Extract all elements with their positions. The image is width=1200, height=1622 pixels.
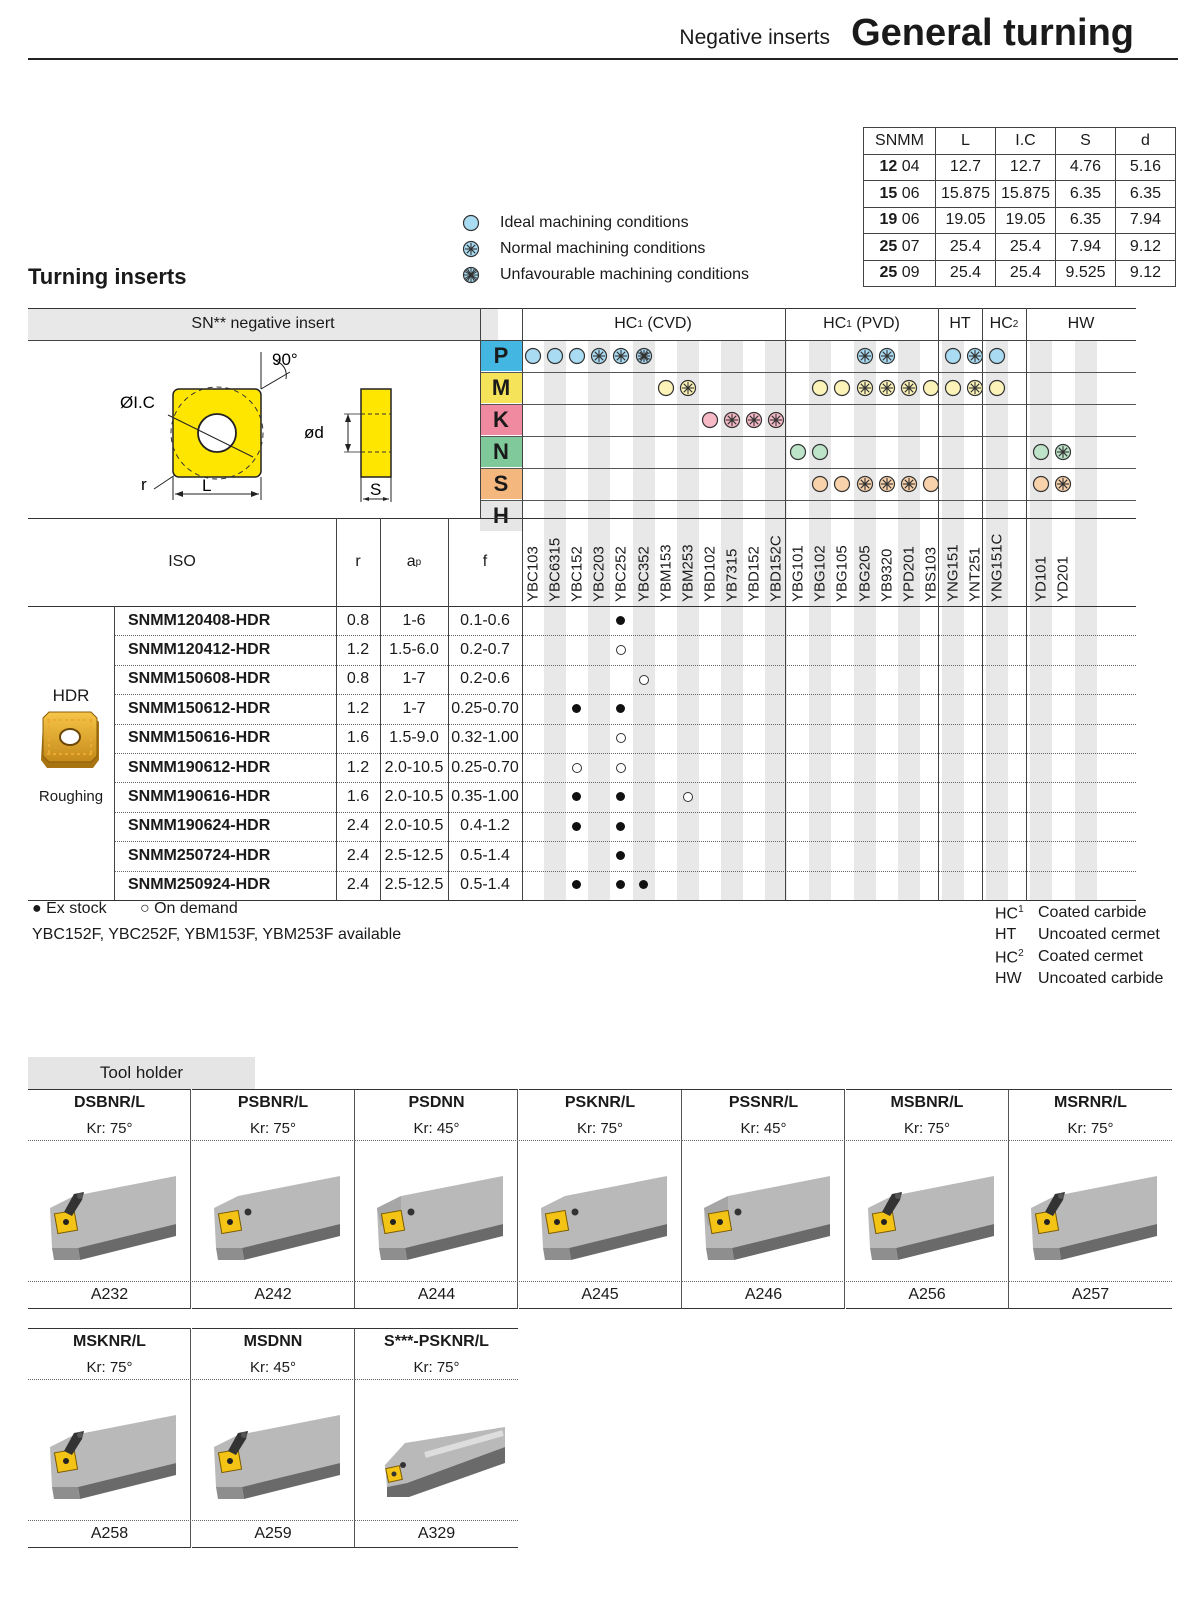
insert-radius: 1.2 bbox=[346, 758, 370, 776]
holder-angle: Kr: 75° bbox=[413, 1358, 460, 1376]
ideal-condition-icon bbox=[988, 379, 1006, 397]
size-table bbox=[863, 127, 1176, 287]
grade-yb7315: YB7315 bbox=[723, 548, 741, 602]
ideal-condition-icon bbox=[811, 475, 829, 493]
holder-page-ref[interactable]: A259 bbox=[254, 1525, 292, 1542]
ex-stock-dot bbox=[616, 880, 625, 889]
insert-drawing bbox=[28, 342, 498, 540]
insert-radius: 2.4 bbox=[346, 817, 370, 835]
size-s: 4.76 bbox=[1056, 154, 1116, 181]
insert-iso-code: SNMM190616-HDR bbox=[128, 788, 271, 806]
tool-holder-card[interactable] bbox=[355, 1089, 518, 1309]
note-available: YBC152F, YBC252F, YBM153F, YBM253F available bbox=[32, 926, 402, 943]
grade-column-band bbox=[1075, 340, 1097, 900]
normal-condition-icon bbox=[878, 475, 896, 493]
tool-holder-title: Tool holder bbox=[28, 1057, 255, 1089]
unfavourable-circle-icon bbox=[462, 266, 480, 284]
insert-title: SN** negative insert bbox=[191, 315, 335, 332]
material-k: K bbox=[480, 405, 522, 435]
insert-iso-code: SNMM150616-HDR bbox=[128, 729, 271, 747]
ex-stock-dot bbox=[572, 704, 581, 713]
note-on-demand: ○ On demand bbox=[140, 900, 238, 917]
ideal-condition-icon bbox=[1032, 443, 1050, 461]
holder-name: PSKNR/L bbox=[564, 1094, 636, 1111]
holder-page-ref[interactable]: A256 bbox=[908, 1286, 946, 1303]
grade-legend-code: HW bbox=[995, 970, 1022, 987]
ex-stock-dot bbox=[572, 822, 581, 831]
tool-holder-image bbox=[202, 1385, 345, 1515]
insert-feed: 0.25-0.70 bbox=[451, 699, 519, 717]
depth-header: a p bbox=[406, 553, 422, 570]
insert-depth: 2.5-12.5 bbox=[384, 876, 444, 894]
grade-legend-desc: Uncoated cermet bbox=[1038, 926, 1160, 943]
holder-divider bbox=[355, 1140, 518, 1141]
holder-name: PSBNR/L bbox=[237, 1094, 309, 1111]
holder-divider bbox=[846, 1140, 1009, 1141]
grade-ybg205: YBG205 bbox=[856, 545, 874, 602]
grade-ypd201: YPD201 bbox=[900, 546, 918, 602]
holder-name: MSRNR/L bbox=[1054, 1094, 1127, 1111]
insert-iso-code: SNMM150608-HDR bbox=[128, 670, 271, 688]
holder-divider bbox=[192, 1379, 355, 1380]
size-row bbox=[864, 234, 1176, 261]
insert-depth: 2.0-10.5 bbox=[384, 817, 444, 835]
normal-condition-icon bbox=[878, 379, 896, 397]
material-p: P bbox=[480, 341, 522, 371]
size-header-snmm: SNMM bbox=[864, 128, 936, 155]
tool-holder-image bbox=[529, 1146, 672, 1276]
ex-stock-dot bbox=[616, 822, 625, 831]
section-title: Turning inserts bbox=[28, 264, 187, 289]
grade-column-band bbox=[588, 340, 610, 900]
tool-holder-card[interactable] bbox=[1009, 1089, 1172, 1309]
insert-depth: 2.0-10.5 bbox=[384, 758, 444, 776]
tool-holder-image bbox=[365, 1385, 508, 1515]
grade-ybs103: YBS103 bbox=[922, 546, 940, 602]
grade-ynt251: YNT251 bbox=[966, 546, 984, 602]
grade-column-band bbox=[677, 340, 699, 900]
insert-radius: 2.4 bbox=[346, 846, 370, 864]
tool-holder-card[interactable] bbox=[28, 1328, 191, 1548]
tool-holder-card[interactable] bbox=[28, 1089, 191, 1309]
normal-condition-icon bbox=[723, 411, 741, 429]
size-table-header bbox=[864, 128, 1176, 155]
ideal-condition-icon bbox=[657, 379, 675, 397]
group-hc-cvd: HC 1 (CVD) bbox=[614, 315, 692, 332]
legend-normal-label: Normal machining conditions bbox=[500, 240, 706, 257]
size-row bbox=[864, 181, 1176, 208]
group-hw: HW bbox=[1067, 315, 1095, 332]
header-rule bbox=[28, 58, 1178, 60]
size-ic: 19.05 bbox=[996, 207, 1056, 234]
size-header-l: L bbox=[936, 128, 996, 155]
normal-condition-icon bbox=[679, 379, 697, 397]
grade-column-band bbox=[986, 340, 1008, 900]
size-s: 6.35 bbox=[1056, 207, 1116, 234]
insert-iso-code: SNMM250924-HDR bbox=[128, 876, 271, 894]
grid-rule bbox=[28, 308, 1136, 309]
tool-holder-image bbox=[1019, 1146, 1162, 1276]
tool-holder-image bbox=[856, 1146, 999, 1276]
insert-radius: 1.2 bbox=[346, 699, 370, 717]
ideal-condition-icon bbox=[546, 347, 564, 365]
chipbreaker-name: HDR bbox=[52, 686, 90, 705]
grade-ybg102: YBG102 bbox=[811, 545, 829, 602]
grade-yng151: YNG151 bbox=[944, 544, 962, 602]
insert-radius: 1.2 bbox=[346, 641, 370, 659]
grade-legend-code: $HC^1$ bbox=[995, 904, 1024, 923]
ideal-condition-icon bbox=[789, 443, 807, 461]
material-s: S bbox=[480, 469, 522, 499]
grade-ybg105: YBG105 bbox=[833, 545, 851, 602]
insert-iso-code: SNMM190624-HDR bbox=[128, 817, 271, 835]
insert-depth: 2.5-12.5 bbox=[384, 846, 444, 864]
holder-page-ref[interactable]: A245 bbox=[581, 1286, 619, 1303]
grade-legend-code: HT bbox=[995, 926, 1017, 943]
thickness-label: S bbox=[370, 480, 382, 499]
ex-stock-dot bbox=[616, 704, 625, 713]
tool-holder-card[interactable] bbox=[192, 1328, 355, 1548]
holder-divider bbox=[682, 1140, 845, 1141]
grade-yd201: YD201 bbox=[1054, 556, 1072, 602]
grid-rule bbox=[480, 436, 1136, 437]
normal-condition-icon bbox=[745, 411, 763, 429]
size-header-d: d bbox=[1116, 128, 1176, 155]
insert-depth: 1.5-6.0 bbox=[389, 641, 439, 659]
size-code: 25 07 bbox=[864, 234, 936, 261]
insert-iso-code: SNMM250724-HDR bbox=[128, 846, 271, 864]
grid-divider bbox=[982, 308, 983, 900]
grade-ybd152c: YBD152C bbox=[767, 535, 785, 602]
holder-page-ref[interactable]: A246 bbox=[744, 1286, 783, 1303]
radius-header: r bbox=[355, 553, 361, 570]
insert-feed: 0.5-1.4 bbox=[460, 876, 510, 894]
insert-radius: 1.6 bbox=[346, 788, 370, 806]
material-n: N bbox=[480, 437, 522, 467]
insert-top-view bbox=[154, 352, 290, 500]
holder-name: S***-PSKNR/L bbox=[384, 1333, 489, 1350]
ideal-condition-icon bbox=[568, 347, 586, 365]
holder-page-ref[interactable]: A242 bbox=[254, 1286, 292, 1303]
feed-header: f bbox=[482, 553, 488, 570]
grid-rule bbox=[480, 372, 1136, 373]
on-demand-dot bbox=[616, 733, 626, 743]
size-l: 15.875 bbox=[936, 181, 996, 208]
insert-depth: 1-7 bbox=[402, 699, 426, 717]
grade-legend-desc: Coated carbide bbox=[1038, 904, 1147, 921]
grade-ybc152: YBC152 bbox=[568, 546, 586, 602]
tool-holder-card[interactable] bbox=[355, 1328, 518, 1548]
holder-angle: Kr: 45° bbox=[740, 1119, 787, 1137]
chipbreaker-insert-image bbox=[37, 710, 103, 776]
ex-stock-dot bbox=[616, 851, 625, 860]
normal-condition-icon bbox=[1054, 443, 1072, 461]
ideal-condition-icon bbox=[944, 379, 962, 397]
ic-label: ØI.C bbox=[120, 393, 155, 412]
holder-page-ref[interactable]: A257 bbox=[1071, 1286, 1110, 1303]
grid-rule bbox=[480, 404, 1136, 405]
grade-yng151c: YNG151C bbox=[988, 533, 1006, 602]
tool-holder-image bbox=[365, 1146, 508, 1276]
ex-stock-dot bbox=[616, 792, 625, 801]
grade-legend-desc: Coated cermet bbox=[1038, 948, 1143, 965]
grid-rule bbox=[480, 468, 1136, 469]
size-s: 7.94 bbox=[1056, 234, 1116, 261]
grade-legend-desc: Uncoated carbide bbox=[1038, 970, 1164, 987]
holder-page-ref[interactable]: A258 bbox=[90, 1525, 129, 1542]
on-demand-dot bbox=[639, 675, 649, 685]
insert-side-view bbox=[344, 389, 391, 502]
insert-iso-code: SNMM120412-HDR bbox=[128, 641, 271, 659]
insert-radius: 1.6 bbox=[346, 729, 370, 747]
ex-stock-dot bbox=[616, 616, 625, 625]
grade-column-band bbox=[942, 340, 964, 900]
insert-feed: 0.5-1.4 bbox=[460, 846, 510, 864]
size-d: 9.12 bbox=[1116, 260, 1176, 287]
on-demand-dot bbox=[616, 763, 626, 773]
grade-column-band bbox=[544, 340, 566, 900]
size-header-ic: I.C bbox=[996, 128, 1056, 155]
normal-condition-icon bbox=[1054, 475, 1072, 493]
normal-condition-icon bbox=[856, 347, 874, 365]
size-row bbox=[864, 154, 1176, 181]
grade-column-band bbox=[898, 340, 920, 900]
ideal-condition-icon bbox=[988, 347, 1006, 365]
normal-condition-icon bbox=[856, 379, 874, 397]
page-title: General turning bbox=[851, 12, 1134, 54]
tool-holder-image bbox=[38, 1385, 181, 1515]
holder-angle: Kr: 75° bbox=[86, 1358, 133, 1376]
holder-divider bbox=[28, 1379, 191, 1380]
grade-ybc103: YBC103 bbox=[524, 546, 542, 602]
grade-legend-code: $HC^2$ bbox=[995, 948, 1024, 967]
header-subtitle: Negative inserts bbox=[679, 26, 830, 49]
legend-ideal bbox=[462, 214, 689, 232]
grid-rule bbox=[28, 606, 1136, 607]
size-l: 12.7 bbox=[936, 154, 996, 181]
grade-ybc252: YBC252 bbox=[612, 546, 630, 602]
insert-iso-code: SNMM190612-HDR bbox=[128, 758, 271, 776]
grid-rule bbox=[28, 340, 1136, 341]
size-ic: 12.7 bbox=[996, 154, 1056, 181]
material-h: H bbox=[480, 501, 522, 531]
holder-page-ref[interactable]: A329 bbox=[417, 1525, 456, 1542]
grade-column-band bbox=[809, 340, 831, 900]
size-row bbox=[864, 207, 1176, 234]
grade-ybd152: YBD152 bbox=[745, 546, 763, 602]
holder-name: PSDNN bbox=[408, 1094, 465, 1111]
legend-ideal-label: Ideal machining conditions bbox=[500, 214, 689, 231]
tool-holder-image bbox=[38, 1146, 181, 1276]
holder-divider bbox=[28, 1140, 191, 1141]
insert-iso-code: SNMM150612-HDR bbox=[128, 699, 271, 717]
on-demand-dot bbox=[683, 792, 693, 802]
tool-holder-image bbox=[202, 1146, 345, 1276]
holder-divider bbox=[1009, 1140, 1172, 1141]
holder-angle: Kr: 75° bbox=[249, 1119, 297, 1137]
insert-feed: 0.4-1.2 bbox=[460, 817, 510, 835]
insert-feed: 0.2-0.6 bbox=[460, 670, 510, 688]
size-ic: 15.875 bbox=[996, 181, 1056, 208]
holder-name: MSDNN bbox=[243, 1333, 303, 1350]
normal-circle-icon bbox=[462, 240, 480, 258]
holder-divider bbox=[355, 1379, 518, 1380]
group-hc2: HC 2 bbox=[989, 315, 1019, 332]
grid-divider bbox=[522, 308, 523, 900]
on-demand-dot bbox=[616, 645, 626, 655]
holder-name: MSBNR/L bbox=[890, 1094, 964, 1111]
on-demand-dot bbox=[572, 763, 582, 773]
size-row bbox=[864, 260, 1176, 287]
holder-page-ref[interactable]: A244 bbox=[417, 1286, 456, 1303]
size-code: 19 06 bbox=[864, 207, 936, 234]
insert-feed: 0.2-0.7 bbox=[460, 641, 510, 659]
size-ic: 25.4 bbox=[996, 260, 1056, 287]
insert-grid bbox=[28, 308, 1178, 930]
ideal-condition-icon bbox=[833, 475, 851, 493]
insert-feed: 0.1-0.6 bbox=[460, 611, 510, 629]
grid-divider bbox=[1026, 308, 1027, 900]
size-d: 7.94 bbox=[1116, 207, 1176, 234]
grade-column-band bbox=[633, 340, 655, 900]
insert-depth: 1-7 bbox=[402, 670, 426, 688]
radius-label: r bbox=[141, 475, 147, 494]
ideal-condition-icon bbox=[701, 411, 719, 429]
ex-stock-dot bbox=[572, 792, 581, 801]
size-d: 6.35 bbox=[1116, 181, 1176, 208]
size-code: 12 04 bbox=[864, 154, 936, 181]
normal-condition-icon bbox=[767, 411, 785, 429]
holder-angle: Kr: 45° bbox=[413, 1119, 460, 1137]
size-l: 19.05 bbox=[936, 207, 996, 234]
tool-holder-card[interactable] bbox=[192, 1089, 355, 1309]
insert-depth: 1.5-9.0 bbox=[389, 729, 439, 747]
group-ht: HT bbox=[949, 315, 971, 332]
ideal-condition-icon bbox=[1032, 475, 1050, 493]
legend-normal bbox=[462, 240, 705, 258]
group-hc-pvd: HC 1 (PVD) bbox=[823, 315, 900, 332]
angle-label: 90° bbox=[272, 350, 298, 369]
insert-radius: 2.4 bbox=[346, 876, 370, 894]
legend-unfavourable-label: Unfavourable machining conditions bbox=[500, 266, 750, 283]
tool-holder-card[interactable] bbox=[519, 1089, 682, 1309]
grade-column-band bbox=[854, 340, 876, 900]
grade-ybm253: YBM253 bbox=[679, 544, 697, 602]
normal-condition-icon bbox=[612, 347, 630, 365]
holder-angle: Kr: 45° bbox=[249, 1358, 297, 1376]
insert-radius: 0.8 bbox=[346, 670, 370, 688]
insert-depth: 1-6 bbox=[402, 611, 426, 629]
material-m: M bbox=[480, 373, 522, 403]
tool-holder-image bbox=[692, 1146, 835, 1276]
holder-angle: Kr: 75° bbox=[576, 1119, 624, 1137]
size-ic: 25.4 bbox=[996, 234, 1056, 261]
chipbreaker-application: Roughing bbox=[38, 787, 104, 805]
insert-radius: 0.8 bbox=[346, 611, 370, 629]
holder-divider bbox=[519, 1140, 682, 1141]
ideal-circle-icon bbox=[462, 214, 480, 232]
grade-ybc203: YBC203 bbox=[590, 546, 608, 602]
hole-label: ød bbox=[304, 423, 324, 442]
normal-condition-icon bbox=[900, 475, 918, 493]
holder-angle: Kr: 75° bbox=[86, 1119, 133, 1137]
insert-feed: 0.32-1.00 bbox=[451, 729, 519, 747]
grid-divider bbox=[938, 308, 939, 900]
note-ex-stock: ● Ex stock bbox=[32, 900, 107, 917]
grid-divider bbox=[114, 606, 115, 900]
ideal-condition-icon bbox=[811, 443, 829, 461]
size-code: 25 09 bbox=[864, 260, 936, 287]
holder-angle: Kr: 75° bbox=[903, 1119, 951, 1137]
size-d: 9.12 bbox=[1116, 234, 1176, 261]
holder-name: MSKNR/L bbox=[73, 1333, 146, 1350]
ex-stock-dot bbox=[639, 880, 648, 889]
grade-yd101: YD101 bbox=[1032, 556, 1050, 602]
size-s: 9.525 bbox=[1056, 260, 1116, 287]
grid-divider bbox=[785, 308, 786, 900]
insert-feed: 0.35-1.00 bbox=[451, 788, 519, 806]
grade-ybc6315: YBC6315 bbox=[546, 537, 564, 602]
ideal-condition-icon bbox=[524, 347, 542, 365]
iso-header: ISO bbox=[168, 553, 196, 570]
holder-divider bbox=[192, 1140, 355, 1141]
ex-stock-dot bbox=[572, 880, 581, 889]
holder-page-ref[interactable]: A232 bbox=[90, 1286, 129, 1303]
tool-holder-card[interactable] bbox=[682, 1089, 845, 1309]
normal-condition-icon bbox=[590, 347, 608, 365]
size-code: 15 06 bbox=[864, 181, 936, 208]
grade-ybc352: YBC352 bbox=[635, 546, 653, 602]
grade-ybm153: YBM153 bbox=[657, 544, 675, 602]
normal-condition-icon bbox=[878, 347, 896, 365]
grid-divider bbox=[480, 308, 481, 518]
insert-feed: 0.25-0.70 bbox=[451, 758, 519, 776]
normal-condition-icon bbox=[856, 475, 874, 493]
normal-condition-icon bbox=[900, 379, 918, 397]
legend-unfavourable bbox=[462, 266, 749, 284]
size-s: 6.35 bbox=[1056, 181, 1116, 208]
size-l: 25.4 bbox=[936, 234, 996, 261]
length-label: L bbox=[202, 476, 212, 495]
ideal-condition-icon bbox=[944, 347, 962, 365]
size-l: 25.4 bbox=[936, 260, 996, 287]
holder-name: PSSNR/L bbox=[728, 1094, 799, 1111]
insert-iso-code: SNMM120408-HDR bbox=[128, 611, 271, 629]
grid-rule bbox=[480, 500, 1136, 501]
ideal-condition-icon bbox=[811, 379, 829, 397]
holder-name: DSBNR/L bbox=[73, 1094, 146, 1111]
unfav-condition-icon bbox=[635, 347, 653, 365]
grade-ybg101: YBG101 bbox=[789, 545, 807, 602]
holder-angle: Kr: 75° bbox=[1067, 1119, 1114, 1137]
grade-column-band bbox=[1030, 340, 1052, 900]
ideal-condition-icon bbox=[833, 379, 851, 397]
tool-holder-card[interactable] bbox=[846, 1089, 1009, 1309]
insert-depth: 2.0-10.5 bbox=[384, 788, 444, 806]
size-header-s: S bbox=[1056, 128, 1116, 155]
size-d: 5.16 bbox=[1116, 154, 1176, 181]
grade-ybd102: YBD102 bbox=[701, 546, 719, 602]
grade-yb9320: YB9320 bbox=[878, 548, 896, 602]
